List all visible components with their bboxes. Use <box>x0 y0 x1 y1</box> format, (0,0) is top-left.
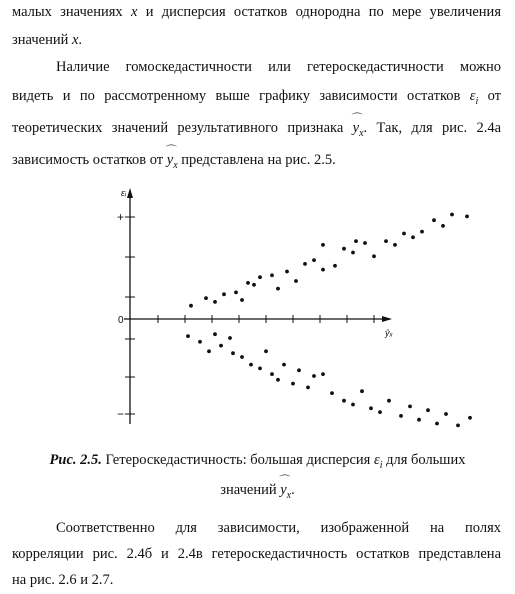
scatter-point <box>246 281 250 285</box>
y-axis-label: εᵢ <box>121 188 127 198</box>
text-fragment: и дисперсия остатков однородна по мере увеличения <box>145 4 501 20</box>
scatter-point <box>198 340 202 344</box>
y-hat-symbol: ⌒ $y_x$ <box>280 480 291 506</box>
text-fragment: корреляции рис. 2.4б и 2.4в гетероскедастичность остатков представлена <box>12 546 501 562</box>
scatter-point <box>387 399 391 403</box>
scatter-point <box>258 275 262 279</box>
scatter-point <box>297 368 301 372</box>
scatter-point <box>282 363 286 367</box>
scatter-point <box>426 408 430 412</box>
scatter-point <box>312 374 316 378</box>
scatter-point <box>465 215 469 219</box>
text-line-6 <box>12 150 501 176</box>
text-fragment: зависимость остатков от <box>12 152 164 168</box>
scatter-point <box>252 283 256 287</box>
caption-text: для больших <box>386 452 466 468</box>
scatter-point <box>360 389 364 393</box>
origin-label: 0 <box>118 315 124 326</box>
caption-label: Рис. 2.5. <box>49 452 102 468</box>
scatter-point <box>303 262 307 266</box>
text-fragment: Наличие гомоскедастичности или гетероскедастичности можно <box>56 59 501 75</box>
text-line-3 <box>12 57 501 77</box>
scatter-point <box>399 414 403 418</box>
scatter-point <box>384 239 388 243</box>
scatter-point <box>240 355 244 359</box>
x-axis-label: ŷₓ <box>385 328 393 338</box>
scatter-point <box>207 349 211 353</box>
text-line-5 <box>12 118 501 144</box>
y-hat-symbol: ⌒ $y_x$ <box>353 118 364 144</box>
text-fragment: от <box>487 88 502 104</box>
figure-caption-line-2 <box>0 480 515 506</box>
scatter-point <box>249 363 253 367</box>
text-fragment: представлена на рис. 2.5. <box>181 152 336 168</box>
scatter-point <box>468 416 472 420</box>
scatter-point <box>402 232 406 236</box>
epsilon-symbol: $\varepsilon_i$ <box>373 452 383 471</box>
scatter-point <box>333 264 337 268</box>
scatter-point <box>270 372 274 376</box>
scatter-point <box>321 243 325 247</box>
y-axis-arrow <box>127 188 133 198</box>
scatter-point <box>294 279 298 283</box>
scatter-point <box>306 386 310 390</box>
data-points <box>186 213 472 428</box>
scatter-point <box>291 382 295 386</box>
scatter-point <box>213 300 217 304</box>
text-fragment: . <box>78 32 83 48</box>
scatter-point <box>342 247 346 251</box>
y-hat-symbol: ⌒ $y_x$ <box>167 150 178 176</box>
scatter-point <box>312 258 316 262</box>
scatter-point <box>372 254 376 258</box>
text-line-1 <box>12 2 501 22</box>
text-fragment: Соответственно для зависимости, изображенной на полях <box>56 520 501 536</box>
scatter-point <box>228 336 232 340</box>
caption-text: Гетероскедастичность: большая дисперсия <box>105 452 371 468</box>
minus-label: − <box>117 407 125 421</box>
residuals-scatter-plot <box>0 182 515 442</box>
scatter-point <box>321 372 325 376</box>
scatter-point <box>378 410 382 414</box>
scatter-point <box>432 218 436 222</box>
epsilon-symbol: $\varepsilon_i$ <box>469 88 479 107</box>
scatter-point <box>441 224 445 228</box>
scatter-point <box>435 422 439 426</box>
scatter-point <box>189 304 193 308</box>
scatter-point <box>444 412 448 416</box>
scatter-point <box>276 378 280 382</box>
scatter-point <box>393 243 397 247</box>
text-line-2 <box>12 30 501 50</box>
scatter-point <box>417 418 421 422</box>
text-line-8 <box>12 544 501 564</box>
text-fragment: малых значениях <box>12 4 123 20</box>
scatter-point <box>342 399 346 403</box>
text-fragment: на рис. 2.6 и 2.7. <box>12 572 114 588</box>
scatter-point <box>351 403 355 407</box>
scatter-point <box>285 270 289 274</box>
scatter-point <box>231 351 235 355</box>
scatter-point <box>270 273 274 277</box>
scatter-point <box>240 298 244 302</box>
scatter-point <box>411 235 415 239</box>
caption-text: значений <box>220 482 277 498</box>
x-axis-arrow <box>382 316 392 322</box>
variable-x: x <box>130 4 138 20</box>
scatter-point <box>363 241 367 245</box>
text-fragment: значений <box>12 32 69 48</box>
figure-caption <box>0 450 515 476</box>
text-line-4 <box>12 86 501 112</box>
text-line-9 <box>12 570 501 590</box>
scatter-point <box>321 268 325 272</box>
scatter-point <box>369 406 373 410</box>
axes <box>117 188 394 424</box>
scatter-point <box>222 292 226 296</box>
scatter-point <box>408 405 412 409</box>
scatter-point <box>450 213 454 217</box>
scatter-point <box>258 367 262 371</box>
variable-x: x <box>71 32 79 48</box>
scatter-point <box>219 344 223 348</box>
text-line-7 <box>12 518 501 538</box>
scatter-point <box>234 291 238 295</box>
scatter-point <box>204 296 208 300</box>
scatter-point <box>330 391 334 395</box>
text-fragment: . Так, для рис. 2.4а <box>363 120 502 136</box>
scatter-point <box>354 239 358 243</box>
scatter-point <box>456 424 460 428</box>
scatter-point <box>351 251 355 255</box>
scatter-point <box>264 349 268 353</box>
caption-text: . <box>291 482 295 498</box>
plus-label: + <box>117 210 125 224</box>
scatter-point <box>276 287 280 291</box>
scatter-point <box>213 332 217 336</box>
scatter-point <box>420 230 424 234</box>
text-fragment: теоретических значений результативного признака <box>12 120 344 136</box>
scatter-point <box>186 334 190 338</box>
text-fragment: видеть и по рассмотренному выше графику зависимости остатков <box>12 88 461 104</box>
